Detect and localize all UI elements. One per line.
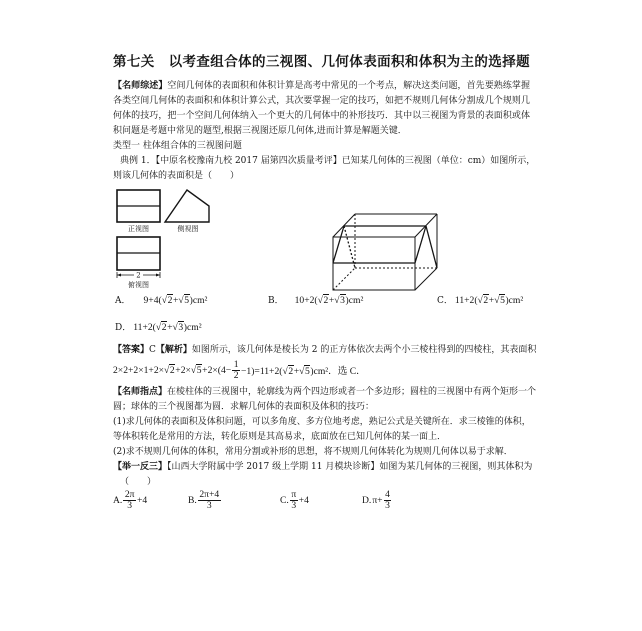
tips-line: 圆；球体的三个视图都为圆．求解几何体的表面积及体积的技巧： xyxy=(113,402,375,412)
example-question-line: 典例 1．【中原名校豫南九校 2017 届第四次质量考评】已知某几何体的三视图（单位：cm）如图所示， xyxy=(120,156,536,166)
option-label: C． xyxy=(437,296,453,306)
summary-line: 各类空间几何体的表面积和体积计算公式，其次要掌握一定的技巧，如把不规则几何体分割成几个规则几 xyxy=(113,96,530,106)
tips-line: (2)求不规则几何体的体积，常用分割或补形的思想，将不规则几何体转化为规则几何体以易于求解． xyxy=(113,447,513,457)
front-view-label: 正视图 xyxy=(128,225,149,233)
side-view-label: 侧视图 xyxy=(177,225,199,233)
radical: √5 xyxy=(190,364,202,376)
option-formula: 11+2(√2+√3)cm² xyxy=(133,322,202,333)
option-a xyxy=(115,292,207,310)
radical: √2 xyxy=(282,366,294,377)
tips-tag: 【名师指点】 xyxy=(113,387,168,397)
top-view xyxy=(117,237,160,289)
example-question-line: 则该几何体的表面积是（ ） xyxy=(113,171,240,181)
fraction xyxy=(384,490,392,511)
radical: √5 xyxy=(299,366,310,377)
fraction xyxy=(290,490,298,511)
three-view-diagram xyxy=(112,186,218,292)
radical: √2 xyxy=(155,322,167,333)
practice-text: 【山西大学附属中学 2017 级上学期 11 月模块诊断】如图为某几何体的三视图，则其体积为 xyxy=(167,462,533,472)
fraction xyxy=(123,490,136,511)
fraction-numerator: 4 xyxy=(385,488,390,500)
fraction-numerator: 2π xyxy=(124,488,135,500)
fraction-numerator: π xyxy=(291,488,297,500)
answer-value: C xyxy=(149,345,156,355)
radical: √2 xyxy=(161,295,173,306)
prism-edges xyxy=(333,226,437,268)
summary-text: 空间几何体的表面积和体积计算是高考中常见的一个考点，解决这类问题，首先要熟练掌握 xyxy=(167,81,530,91)
radical: √5 xyxy=(494,295,505,306)
page-title: 第七关 以考查组合体的三视图、几何体表面积和体积为主的选择题 xyxy=(113,54,530,70)
practice-option-b xyxy=(188,488,222,512)
option-label: B. xyxy=(188,494,197,506)
practice-option-c xyxy=(280,488,309,512)
dimension-arrow xyxy=(156,274,160,277)
option-formula: 9+4(√2+√5)cm² xyxy=(143,295,208,306)
prism-edge xyxy=(426,226,437,268)
radical: √2 xyxy=(317,295,329,306)
option-prefix: π+ xyxy=(372,494,383,506)
answer-line xyxy=(113,343,537,358)
tips-line: 等体积转化是常用的方法，转化原则是其高易求，底面放在已知几何体的某一面上． xyxy=(113,432,447,442)
front-view xyxy=(117,190,160,233)
fraction-denominator: 3 xyxy=(127,499,133,511)
option-suffix: +4 xyxy=(298,494,309,506)
radical: √2 xyxy=(164,364,175,376)
side-view-outline xyxy=(165,190,209,222)
practice-option-d xyxy=(362,488,392,512)
option-suffix: +4 xyxy=(136,494,148,506)
tips-line: (1)求几何体的表面积及体积问题，可以多角度、多方位地考虑，熟记公式是关键所在．求三棱锥的体积， xyxy=(113,417,531,427)
practice-blank: （ ） xyxy=(120,477,157,487)
option-label: A． xyxy=(115,296,131,306)
fraction-denominator: 3 xyxy=(206,499,212,511)
option-b xyxy=(268,292,363,310)
side-view xyxy=(165,190,209,233)
radical: √3 xyxy=(334,295,345,306)
answer-formula xyxy=(113,359,366,381)
radical: √5 xyxy=(178,295,190,306)
option-d xyxy=(115,319,202,337)
option-label: D. xyxy=(362,494,372,506)
practice-tag: 【举一反三】 xyxy=(113,462,168,472)
dimension-label: 2 xyxy=(136,271,141,280)
top-view-label: 俯视图 xyxy=(128,281,149,289)
summary-tag: 【名师综述】 xyxy=(113,81,168,91)
tips-line xyxy=(113,385,537,400)
option-label: B． xyxy=(268,296,284,306)
fraction xyxy=(232,360,240,381)
summary-line: 积问题是考题中常见的题型,根据三视图还原几何体,进而计算是解题关键． xyxy=(113,126,407,136)
radical: √2 xyxy=(477,295,489,306)
fraction-denominator: 2 xyxy=(233,369,239,381)
fraction-numerator: 1 xyxy=(233,358,239,370)
solid-3d-figure xyxy=(328,209,442,295)
formula-part: 2×2+2×1+2×√2+2×√5+2×(4− xyxy=(113,364,232,376)
section-heading: 类型一 柱体组合体的三视图问题 xyxy=(113,141,242,151)
option-label: D． xyxy=(115,323,132,333)
option-label: A. xyxy=(113,494,123,506)
tips-text: 在棱柱体的三视图中，轮廓线为两个四边形或者一个多边形；圆柱的三视图中有两个矩形一个 xyxy=(167,387,537,397)
dimension-arrow xyxy=(117,274,121,277)
practice-line xyxy=(113,460,533,475)
option-c xyxy=(437,292,523,310)
cube-hidden-edge xyxy=(333,268,355,290)
option-formula: 10+2(√2+√3)cm² xyxy=(294,295,364,306)
prism-hidden-edge xyxy=(344,226,355,268)
fraction-numerator: 2π+4 xyxy=(199,488,220,500)
answer-tag: 【答案】 xyxy=(113,345,150,355)
fraction-denominator: 3 xyxy=(385,499,390,511)
cube-edge xyxy=(415,268,437,290)
option-label: C. xyxy=(280,494,289,506)
analysis-text: 如图所示，该几何体是棱长为 2 的正方体依次去两个小三棱柱得到的四棱柱，其表面积 xyxy=(191,345,537,355)
option-formula: 11+2(√2+√5)cm² xyxy=(454,295,524,306)
summary-line xyxy=(113,79,530,94)
summary-line: 何体的技巧，把一个空间几何体纳入一个更大的几何体中的补形技巧．其中以三视图为背景的表面积或体 xyxy=(113,111,530,121)
analysis-tag: 【解析】 xyxy=(155,345,192,355)
fraction xyxy=(198,490,221,511)
practice-option-a xyxy=(113,488,147,512)
radical: √3 xyxy=(172,322,184,333)
fraction-denominator: 3 xyxy=(291,499,297,511)
formula-part: −1)=11+2(√2+√5)cm²．选 C． xyxy=(241,366,366,377)
